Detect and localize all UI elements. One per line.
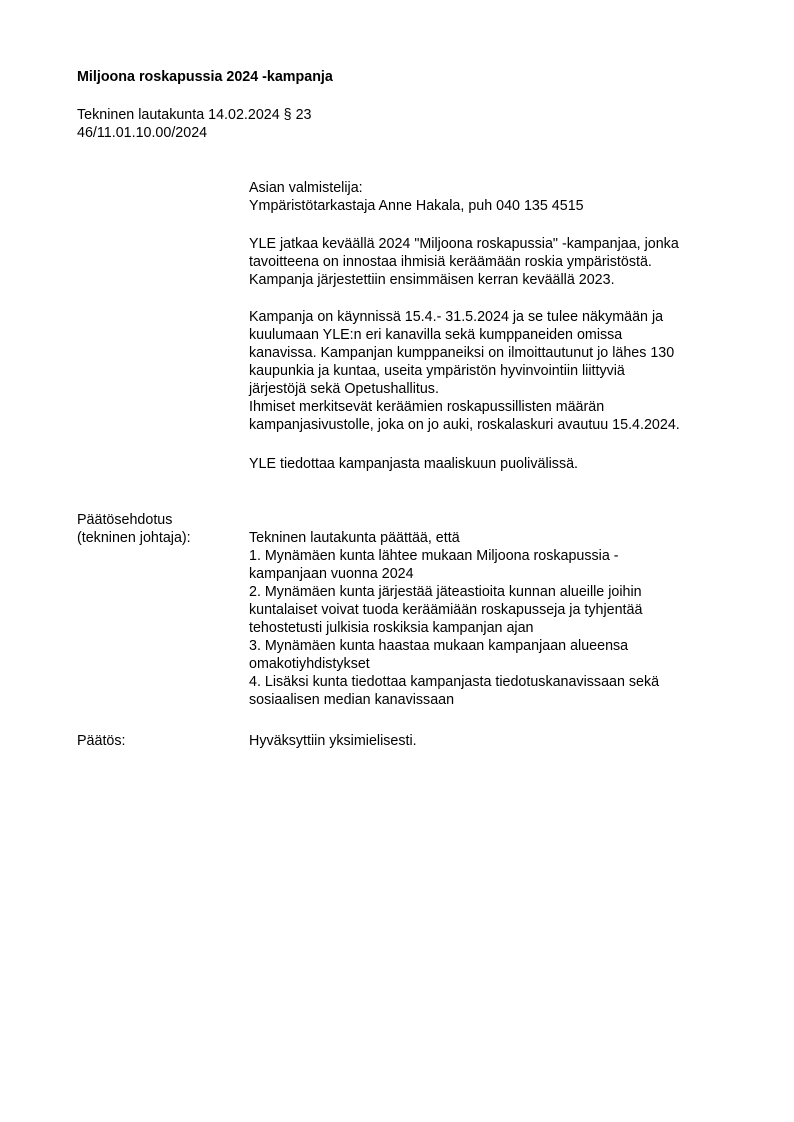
paragraph-background xyxy=(249,235,749,289)
proposal-line: 3. Mynämäen kunta haastaa mukaan kampanjaan alueensa xyxy=(249,638,629,654)
decision-label-text: Päätös: xyxy=(77,733,126,749)
meeting-info xyxy=(77,107,312,142)
paragraph-line: tavoitteena on innostaa ihmisiä keräämään roskia ympäristöstä. xyxy=(249,254,652,270)
preparer-label: Asian valmistelija: xyxy=(249,180,363,196)
paragraph-line: kaupunkia ja kuntaa, useita ympäristön hyvinvointiin liittyviä xyxy=(249,363,625,379)
document-title: Miljoona roskapussia 2024 -kampanja xyxy=(77,69,333,85)
paragraph-line: järjestöjä sekä Opetushallitus. xyxy=(249,381,439,397)
proposal-label xyxy=(77,511,191,547)
paragraph-announcement xyxy=(249,455,749,473)
proposal-intro: Tekninen lautakunta päättää, että xyxy=(249,530,460,546)
preparer-block xyxy=(249,179,749,215)
preparer-name: Ympäristötarkastaja Anne Hakala, puh 040 135 4515 xyxy=(249,198,584,214)
paragraph-line: kuulumaan YLE:n eri kanavilla sekä kumppaneiden omissa xyxy=(249,327,623,343)
paragraph-line: kampanjasivustolle, joka on jo auki, roskalaskuri avautuu 15.4.2024. xyxy=(249,417,680,433)
proposal-line: 2. Mynämäen kunta järjestää jäteastioita kunnan alueille joihin xyxy=(249,584,642,600)
proposal-line: tehostetusti julkisia roskiksia kampanjan ajan xyxy=(249,620,534,636)
paragraph-line: Ihmiset merkitsevät keräämien roskapussillisten määrän xyxy=(249,399,605,415)
decision-body xyxy=(249,732,749,750)
decision-label xyxy=(77,732,125,750)
decision-text: Hyväksyttiin yksimielisesti. xyxy=(249,733,417,749)
proposal-line: omakotiyhdistykset xyxy=(249,656,370,672)
paragraph-campaign-details xyxy=(249,308,749,434)
paragraph-line: YLE jatkaa keväällä 2024 "Miljoona roskapussia" -kampanjaa, jonka xyxy=(249,236,679,252)
record-number: 46/11.01.10.00/2024 xyxy=(77,124,208,141)
proposal-line: kampanjaan vuonna 2024 xyxy=(249,566,414,582)
proposal-label-line: Päätösehdotus xyxy=(77,512,173,528)
meeting-reference: Tekninen lautakunta 14.02.2024 § 23 xyxy=(77,107,312,123)
paragraph-line: Kampanja järjestettiin ensimmäisen kerran keväällä 2023. xyxy=(249,272,615,288)
paragraph-line: kanavissa. Kampanjan kumppaneiksi on ilmoittautunut jo lähes 130 xyxy=(249,345,675,361)
proposal-body xyxy=(249,529,749,709)
proposal-line: 1. Mynämäen kunta lähtee mukaan Miljoona roskapussia - xyxy=(249,548,619,564)
proposal-line: kuntalaiset voivat tuoda keräämiään roskapusseja ja tyhjentää xyxy=(249,602,643,618)
proposal-line: 4. Lisäksi kunta tiedottaa kampanjasta tiedotuskanavissaan sekä xyxy=(249,674,660,690)
paragraph-line: Kampanja on käynnissä 15.4.- 31.5.2024 ja se tulee näkymään ja xyxy=(249,309,664,325)
paragraph-line: YLE tiedottaa kampanjasta maaliskuun puolivälissä. xyxy=(249,456,579,472)
proposal-label-line: (tekninen johtaja): xyxy=(77,530,191,546)
proposal-line: sosiaalisen median kanavissaan xyxy=(249,692,455,708)
